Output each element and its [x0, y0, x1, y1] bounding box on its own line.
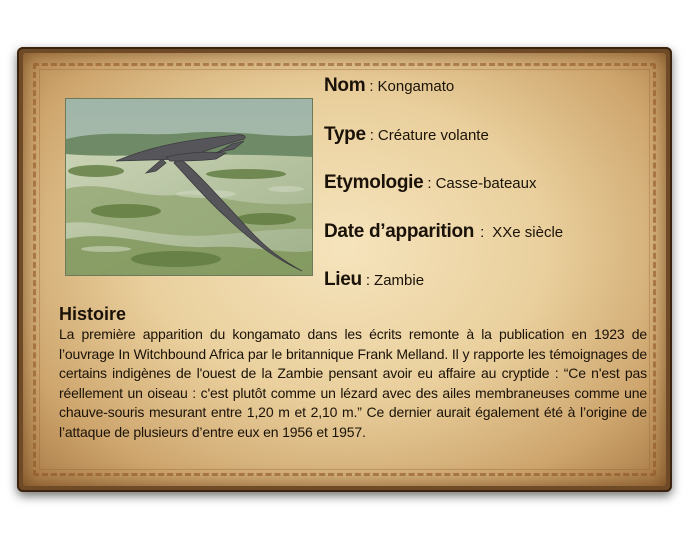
- field-separator: :: [369, 78, 374, 95]
- history-title: Histoire: [59, 304, 127, 324]
- field-label: Date d’apparition: [324, 220, 475, 242]
- history-text: La première apparition du kongamato dans les écrits remonte à la publication en 1923 de l’ouvrage In Witchbound Africa par le britannique Frank Melland. Il y rapporte les témoignages de certains indigènes de l'ouest de la Zambie pensant avoir eu affaire au cryptide : “Ce n'est pas réellement un oiseau : c'est plutôt comme un lézard avec des ailes membraneuses comme une chauve-souris mesurant entre 1,20 m et 2,10 m.” Ce dernier aurait également été à l’origine de l’attaque de plusieurs d’entre eux en 1956 et 1957.: [59, 326, 647, 440]
- pterosaur-swamp-image: [66, 99, 312, 275]
- field-label: Lieu: [324, 269, 362, 290]
- field-separator: :: [427, 175, 432, 192]
- field-row: [324, 124, 654, 173]
- field-value: XXe siècle: [492, 223, 564, 241]
- field-label: Etymologie: [324, 172, 424, 193]
- field-row: [324, 172, 654, 221]
- creature-info: [324, 75, 654, 318]
- field-label: Type: [324, 123, 366, 145]
- creature-illustration: [65, 98, 313, 276]
- field-label: Nom: [324, 75, 366, 96]
- field-row: [324, 221, 654, 270]
- field-value: Kongamato: [377, 78, 455, 95]
- field-separator: :: [365, 272, 371, 289]
- field-separator: :: [480, 223, 485, 241]
- field-separator: :: [369, 126, 374, 144]
- parchment-panel: [23, 53, 666, 486]
- creature-card: [17, 47, 672, 492]
- field-value: Casse-bateaux: [435, 175, 537, 192]
- field-value: Zambie: [374, 272, 425, 289]
- field-row: [324, 75, 654, 124]
- field-value: Créature volante: [377, 126, 489, 144]
- history-section: [59, 303, 647, 443]
